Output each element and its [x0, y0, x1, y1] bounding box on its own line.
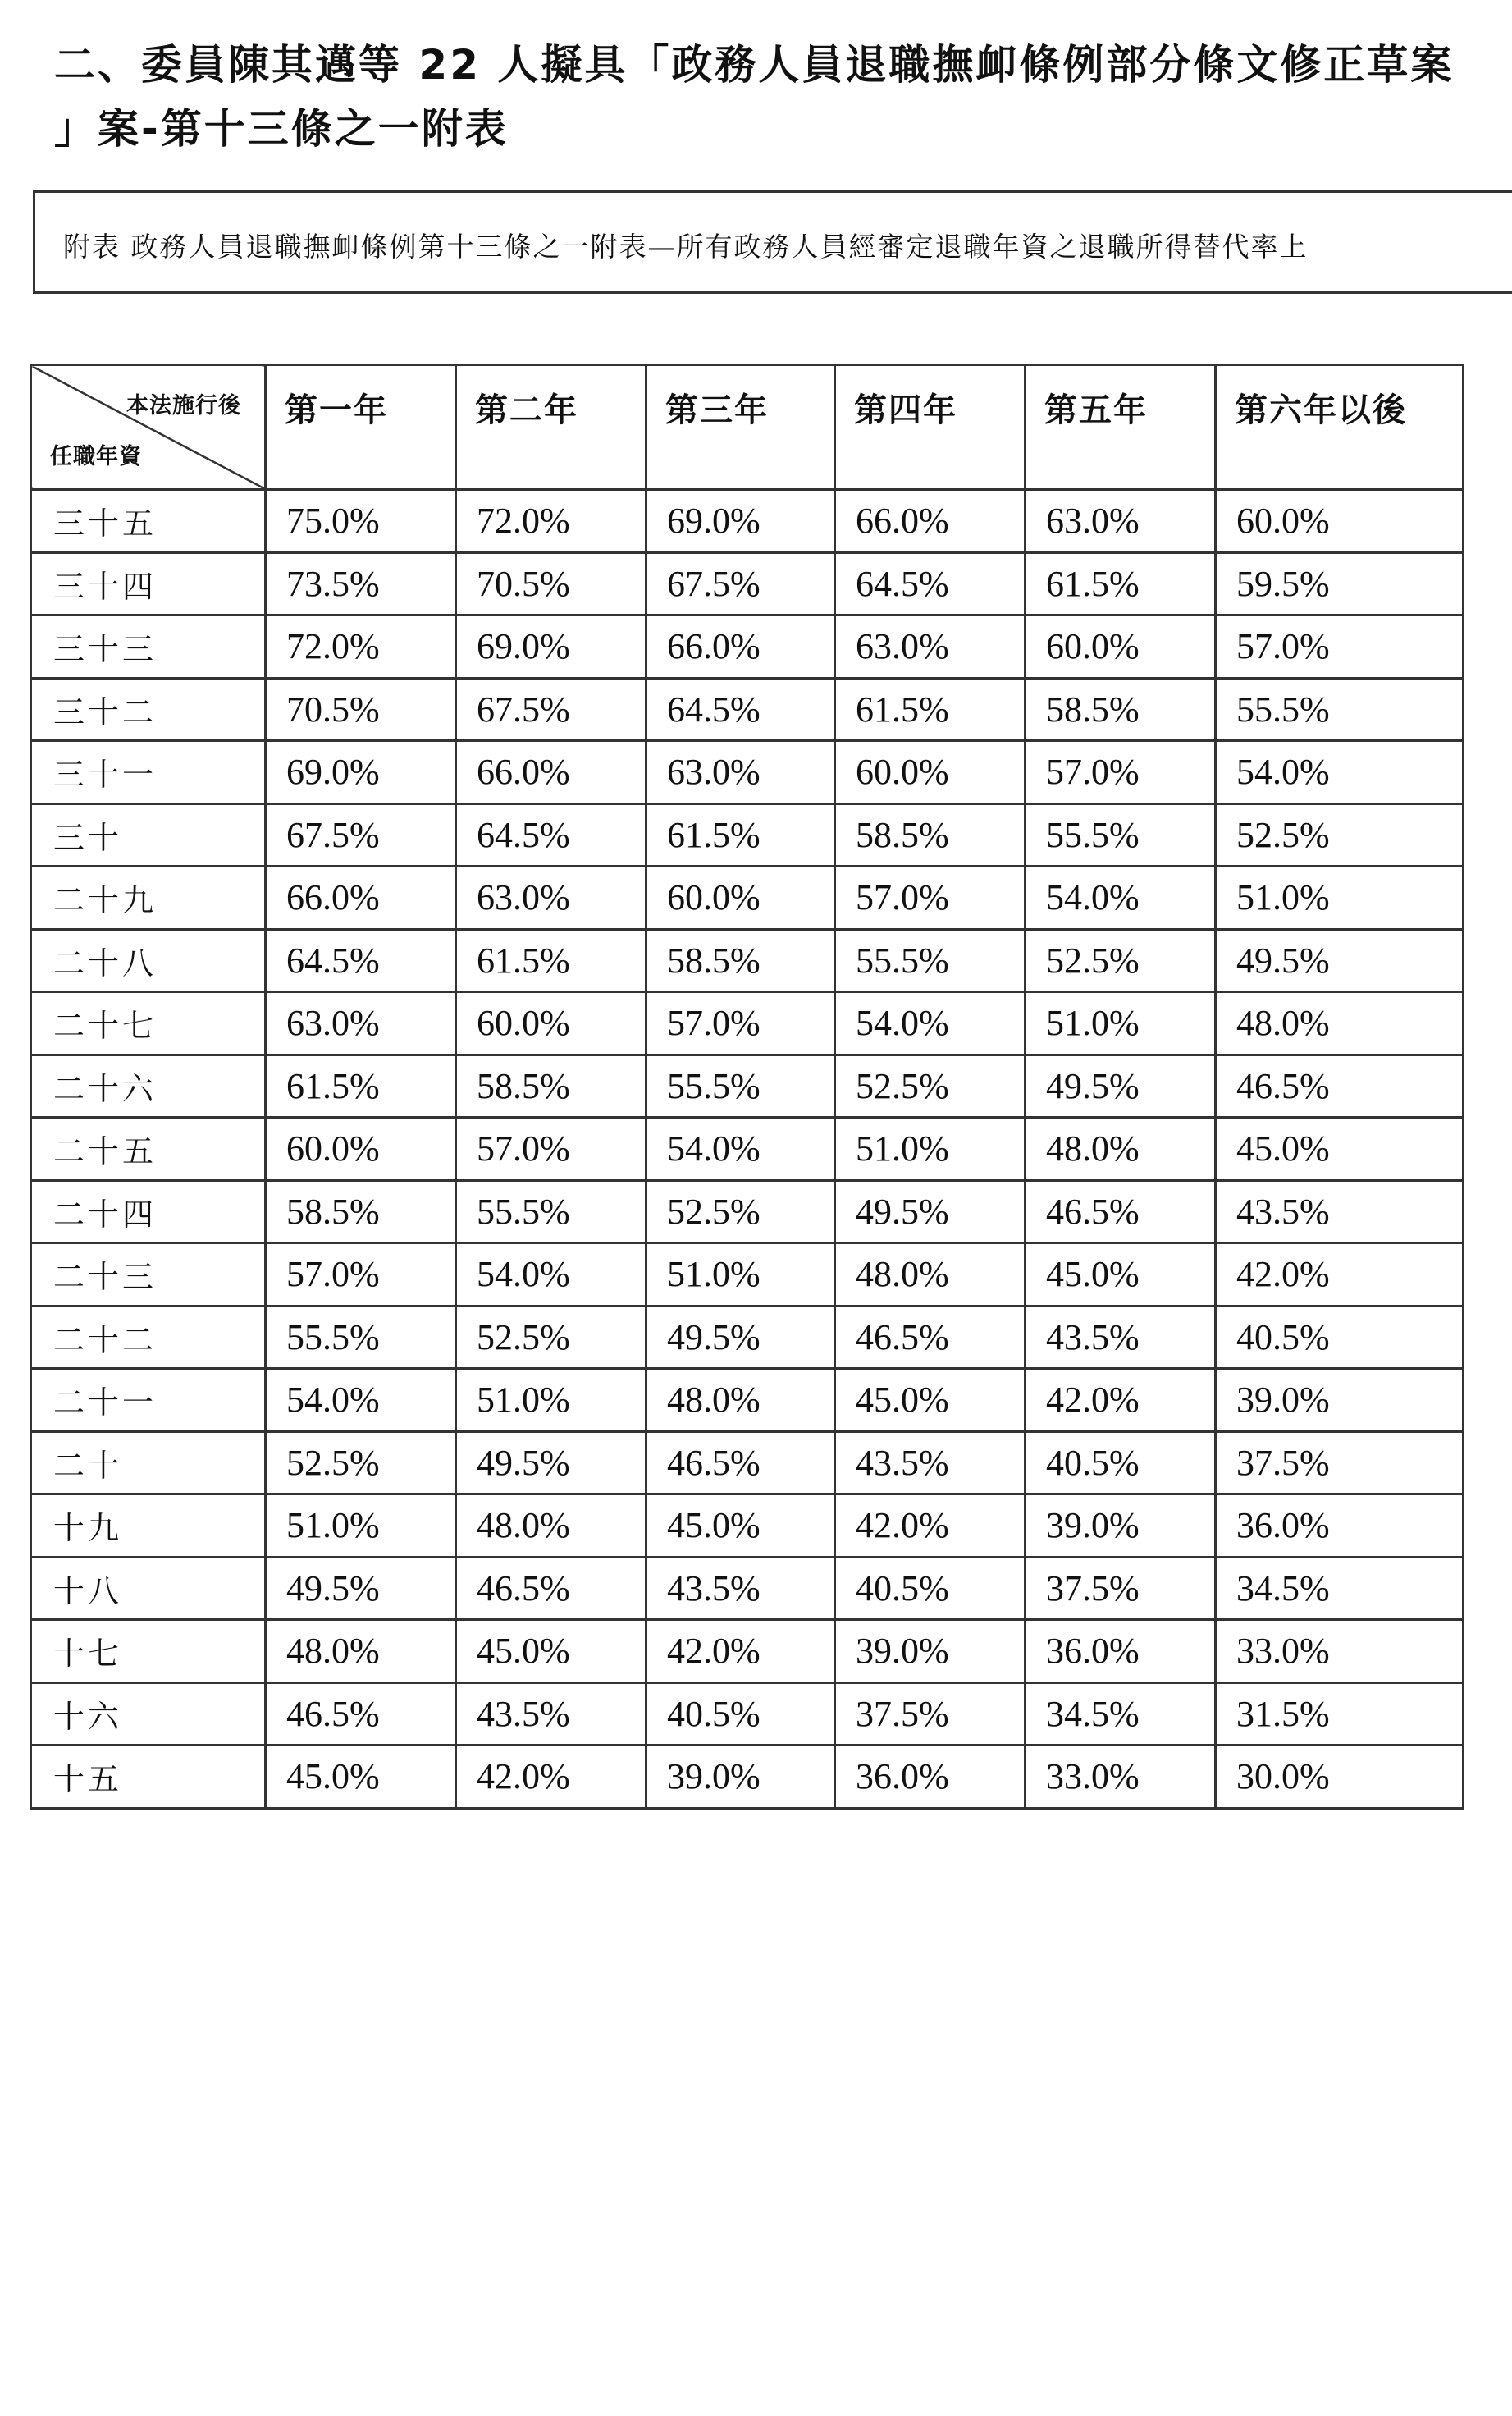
- rate-cell-year-4: 58.5%: [835, 803, 1026, 867]
- seniority-cell: 三十: [31, 803, 266, 867]
- rate-cell-year-2: 67.5%: [456, 678, 646, 741]
- rate-cell-year-1: 54.0%: [266, 1369, 456, 1432]
- rate-cell-year-5: 63.0%: [1026, 490, 1216, 553]
- table-header-row: [31, 365, 1464, 490]
- rate-cell-year-6: 30.0%: [1216, 1746, 1464, 1809]
- column-header-year-3: 第三年: [646, 365, 835, 490]
- seniority-cell: 二十六: [31, 1055, 266, 1118]
- seniority-cell: 二十四: [31, 1180, 266, 1243]
- rate-cell-year-2: 55.5%: [456, 1180, 646, 1243]
- rate-cell-year-2: 58.5%: [456, 1055, 646, 1118]
- rate-cell-year-5: 57.0%: [1026, 741, 1216, 804]
- rate-cell-year-6: 39.0%: [1216, 1369, 1464, 1432]
- table-row: [31, 490, 1464, 553]
- rate-cell-year-2: 51.0%: [456, 1369, 646, 1432]
- rate-cell-year-3: 48.0%: [646, 1369, 835, 1432]
- rate-cell-year-4: 63.0%: [835, 615, 1026, 679]
- rate-cell-year-1: 61.5%: [266, 1055, 456, 1118]
- rate-cell-year-5: 43.5%: [1026, 1306, 1216, 1369]
- column-header-year-1: 第一年: [266, 365, 456, 490]
- rate-cell-year-6: 55.5%: [1216, 678, 1464, 741]
- rate-cell-year-5: 58.5%: [1026, 678, 1216, 741]
- rate-cell-year-5: 49.5%: [1026, 1055, 1216, 1118]
- corner-label-implementation-year: 本法施行後: [126, 393, 241, 419]
- rate-cell-year-4: 48.0%: [835, 1243, 1026, 1306]
- table-row: [31, 1243, 1464, 1306]
- rate-cell-year-6: 60.0%: [1216, 490, 1464, 553]
- rate-cell-year-3: 46.5%: [646, 1431, 835, 1494]
- rate-cell-year-1: 69.0%: [266, 741, 456, 804]
- rate-cell-year-2: 46.5%: [456, 1557, 646, 1620]
- rate-cell-year-4: 60.0%: [835, 741, 1026, 804]
- document-title: [54, 33, 1465, 161]
- rate-cell-year-3: 40.5%: [646, 1682, 835, 1746]
- rate-cell-year-5: 51.0%: [1026, 992, 1216, 1055]
- column-header-year-5: 第五年: [1026, 365, 1216, 490]
- rate-cell-year-1: 64.5%: [266, 929, 456, 992]
- rate-cell-year-6: 42.0%: [1216, 1243, 1464, 1306]
- rate-cell-year-2: 43.5%: [456, 1682, 646, 1746]
- table-row: [31, 1746, 1464, 1809]
- rate-cell-year-2: 60.0%: [456, 992, 646, 1055]
- seniority-cell: 二十: [31, 1431, 266, 1494]
- rate-cell-year-2: 42.0%: [456, 1746, 646, 1809]
- table-row: [31, 1306, 1464, 1369]
- table-row: [31, 1494, 1464, 1558]
- rate-cell-year-6: 59.5%: [1216, 552, 1464, 615]
- table-row: [31, 1557, 1464, 1620]
- rate-cell-year-3: 43.5%: [646, 1557, 835, 1620]
- rate-cell-year-4: 49.5%: [835, 1180, 1026, 1243]
- rate-cell-year-1: 52.5%: [266, 1431, 456, 1494]
- replacement-rate-table: [30, 364, 1464, 1810]
- rate-cell-year-3: 52.5%: [646, 1180, 835, 1243]
- seniority-cell: 十八: [31, 1557, 266, 1620]
- seniority-cell: 十六: [31, 1682, 266, 1746]
- corner-header-cell: [31, 365, 266, 490]
- rate-cell-year-3: 69.0%: [646, 490, 835, 553]
- rate-cell-year-2: 52.5%: [456, 1306, 646, 1369]
- rate-cell-year-6: 57.0%: [1216, 615, 1464, 679]
- rate-cell-year-4: 54.0%: [835, 992, 1026, 1055]
- rate-cell-year-1: 49.5%: [266, 1557, 456, 1620]
- rate-cell-year-5: 54.0%: [1026, 867, 1216, 930]
- rate-cell-year-3: 51.0%: [646, 1243, 835, 1306]
- rate-cell-year-6: 45.0%: [1216, 1118, 1464, 1181]
- rate-cell-year-5: 45.0%: [1026, 1243, 1216, 1306]
- rate-cell-year-4: 36.0%: [835, 1746, 1026, 1809]
- rate-cell-year-3: 54.0%: [646, 1118, 835, 1181]
- rate-cell-year-5: 34.5%: [1026, 1682, 1216, 1746]
- rate-cell-year-3: 55.5%: [646, 1055, 835, 1118]
- rate-cell-year-6: 37.5%: [1216, 1431, 1464, 1494]
- rate-cell-year-2: 72.0%: [456, 490, 646, 553]
- rate-cell-year-4: 39.0%: [835, 1620, 1026, 1683]
- rate-cell-year-1: 73.5%: [266, 552, 456, 615]
- rate-cell-year-2: 48.0%: [456, 1494, 646, 1558]
- rate-cell-year-1: 48.0%: [266, 1620, 456, 1683]
- table-row: [31, 992, 1464, 1055]
- seniority-cell: 十九: [31, 1494, 266, 1558]
- seniority-cell: 二十九: [31, 867, 266, 930]
- rate-cell-year-6: 49.5%: [1216, 929, 1464, 992]
- rate-cell-year-1: 66.0%: [266, 867, 456, 930]
- rate-cell-year-4: 57.0%: [835, 867, 1026, 930]
- seniority-cell: 二十一: [31, 1369, 266, 1432]
- rate-cell-year-6: 36.0%: [1216, 1494, 1464, 1558]
- rate-cell-year-5: 48.0%: [1026, 1118, 1216, 1181]
- rate-cell-year-5: 37.5%: [1026, 1557, 1216, 1620]
- rate-cell-year-3: 49.5%: [646, 1306, 835, 1369]
- rate-cell-year-1: 57.0%: [266, 1243, 456, 1306]
- seniority-cell: 二十五: [31, 1118, 266, 1181]
- rate-cell-year-4: 37.5%: [835, 1682, 1026, 1746]
- seniority-cell: 二十七: [31, 992, 266, 1055]
- column-header-year-6-plus: 第六年以後: [1216, 365, 1464, 490]
- table-row: [31, 1055, 1464, 1118]
- column-header-year-4: 第四年: [835, 365, 1026, 490]
- replacement-rate-table-wrapper: [30, 364, 1464, 1810]
- rate-cell-year-3: 67.5%: [646, 552, 835, 615]
- rate-cell-year-2: 70.5%: [456, 552, 646, 615]
- rate-cell-year-6: 52.5%: [1216, 803, 1464, 867]
- rate-cell-year-4: 66.0%: [835, 490, 1026, 553]
- rate-cell-year-5: 40.5%: [1026, 1431, 1216, 1494]
- rate-cell-year-4: 55.5%: [835, 929, 1026, 992]
- rate-cell-year-5: 52.5%: [1026, 929, 1216, 992]
- rate-cell-year-5: 55.5%: [1026, 803, 1216, 867]
- rate-cell-year-3: 39.0%: [646, 1746, 835, 1809]
- rate-cell-year-3: 45.0%: [646, 1494, 835, 1558]
- rate-cell-year-5: 36.0%: [1026, 1620, 1216, 1683]
- seniority-cell: 十五: [31, 1746, 266, 1809]
- rate-cell-year-1: 55.5%: [266, 1306, 456, 1369]
- table-row: [31, 1620, 1464, 1683]
- table-row: [31, 741, 1464, 804]
- table-caption-box: [33, 190, 1512, 294]
- seniority-cell: 三十四: [31, 552, 266, 615]
- rate-cell-year-6: 34.5%: [1216, 1557, 1464, 1620]
- rate-cell-year-2: 57.0%: [456, 1118, 646, 1181]
- rate-cell-year-1: 67.5%: [266, 803, 456, 867]
- table-row: [31, 1369, 1464, 1432]
- rate-cell-year-1: 72.0%: [266, 615, 456, 679]
- rate-cell-year-6: 51.0%: [1216, 867, 1464, 930]
- rate-cell-year-1: 63.0%: [266, 992, 456, 1055]
- rate-cell-year-3: 66.0%: [646, 615, 835, 679]
- rate-cell-year-1: 58.5%: [266, 1180, 456, 1243]
- rate-cell-year-6: 31.5%: [1216, 1682, 1464, 1746]
- rate-cell-year-3: 42.0%: [646, 1620, 835, 1683]
- rate-cell-year-6: 40.5%: [1216, 1306, 1464, 1369]
- table-row: [31, 552, 1464, 615]
- rate-cell-year-4: 51.0%: [835, 1118, 1026, 1181]
- rate-cell-year-5: 61.5%: [1026, 552, 1216, 615]
- table-row: [31, 929, 1464, 992]
- rate-cell-year-6: 54.0%: [1216, 741, 1464, 804]
- rate-cell-year-5: 33.0%: [1026, 1746, 1216, 1809]
- seniority-cell: 三十五: [31, 490, 266, 553]
- rate-cell-year-2: 63.0%: [456, 867, 646, 930]
- rate-cell-year-2: 66.0%: [456, 741, 646, 804]
- table-row: [31, 678, 1464, 741]
- rate-cell-year-4: 43.5%: [835, 1431, 1026, 1494]
- rate-cell-year-1: 45.0%: [266, 1746, 456, 1809]
- rate-cell-year-2: 45.0%: [456, 1620, 646, 1683]
- rate-cell-year-3: 61.5%: [646, 803, 835, 867]
- table-row: [31, 1431, 1464, 1494]
- seniority-cell: 二十三: [31, 1243, 266, 1306]
- table-row: [31, 803, 1464, 867]
- rate-cell-year-3: 63.0%: [646, 741, 835, 804]
- seniority-cell: 二十二: [31, 1306, 266, 1369]
- document-title-line-2: 」案-第十三條之一附表: [54, 105, 509, 153]
- seniority-cell: 三十三: [31, 615, 266, 679]
- rate-cell-year-2: 69.0%: [456, 615, 646, 679]
- rate-cell-year-1: 70.5%: [266, 678, 456, 741]
- rate-cell-year-6: 46.5%: [1216, 1055, 1464, 1118]
- seniority-cell: 二十八: [31, 929, 266, 992]
- rate-cell-year-5: 60.0%: [1026, 615, 1216, 679]
- rate-cell-year-1: 51.0%: [266, 1494, 456, 1558]
- rate-cell-year-6: 33.0%: [1216, 1620, 1464, 1683]
- table-row: [31, 1118, 1464, 1181]
- rate-cell-year-2: 54.0%: [456, 1243, 646, 1306]
- rate-cell-year-4: 52.5%: [835, 1055, 1026, 1118]
- rate-cell-year-3: 64.5%: [646, 678, 835, 741]
- rate-cell-year-2: 49.5%: [456, 1431, 646, 1494]
- rate-cell-year-1: 75.0%: [266, 490, 456, 553]
- seniority-cell: 三十一: [31, 741, 266, 804]
- table-row: [31, 615, 1464, 679]
- rate-cell-year-5: 46.5%: [1026, 1180, 1216, 1243]
- table-row: [31, 1180, 1464, 1243]
- table-caption: 附表 政務人員退職撫卹條例第十三條之一附表—所有政務人員經審定退職年資之退職所得替代率上: [63, 231, 1309, 263]
- rate-cell-year-2: 64.5%: [456, 803, 646, 867]
- corner-label-seniority: 任職年資: [50, 444, 142, 469]
- rate-cell-year-4: 45.0%: [835, 1369, 1026, 1432]
- rate-cell-year-4: 46.5%: [835, 1306, 1026, 1369]
- rate-cell-year-3: 58.5%: [646, 929, 835, 992]
- rate-cell-year-6: 48.0%: [1216, 992, 1464, 1055]
- rate-cell-year-5: 42.0%: [1026, 1369, 1216, 1432]
- seniority-cell: 十七: [31, 1620, 266, 1683]
- seniority-cell: 三十二: [31, 678, 266, 741]
- table-row: [31, 867, 1464, 930]
- table-row: [31, 1682, 1464, 1746]
- rate-cell-year-3: 60.0%: [646, 867, 835, 930]
- rate-cell-year-4: 61.5%: [835, 678, 1026, 741]
- table-body: [31, 490, 1464, 1809]
- rate-cell-year-1: 46.5%: [266, 1682, 456, 1746]
- rate-cell-year-6: 43.5%: [1216, 1180, 1464, 1243]
- rate-cell-year-4: 40.5%: [835, 1557, 1026, 1620]
- rate-cell-year-3: 57.0%: [646, 992, 835, 1055]
- rate-cell-year-4: 42.0%: [835, 1494, 1026, 1558]
- rate-cell-year-4: 64.5%: [835, 552, 1026, 615]
- column-header-year-2: 第二年: [456, 365, 646, 490]
- document-title-line-1: 二、委員陳其邁等 22 人擬具「政務人員退職撫卹條例部分條文修正草案: [54, 41, 1455, 89]
- rate-cell-year-2: 61.5%: [456, 929, 646, 992]
- rate-cell-year-5: 39.0%: [1026, 1494, 1216, 1558]
- rate-cell-year-1: 60.0%: [266, 1118, 456, 1181]
